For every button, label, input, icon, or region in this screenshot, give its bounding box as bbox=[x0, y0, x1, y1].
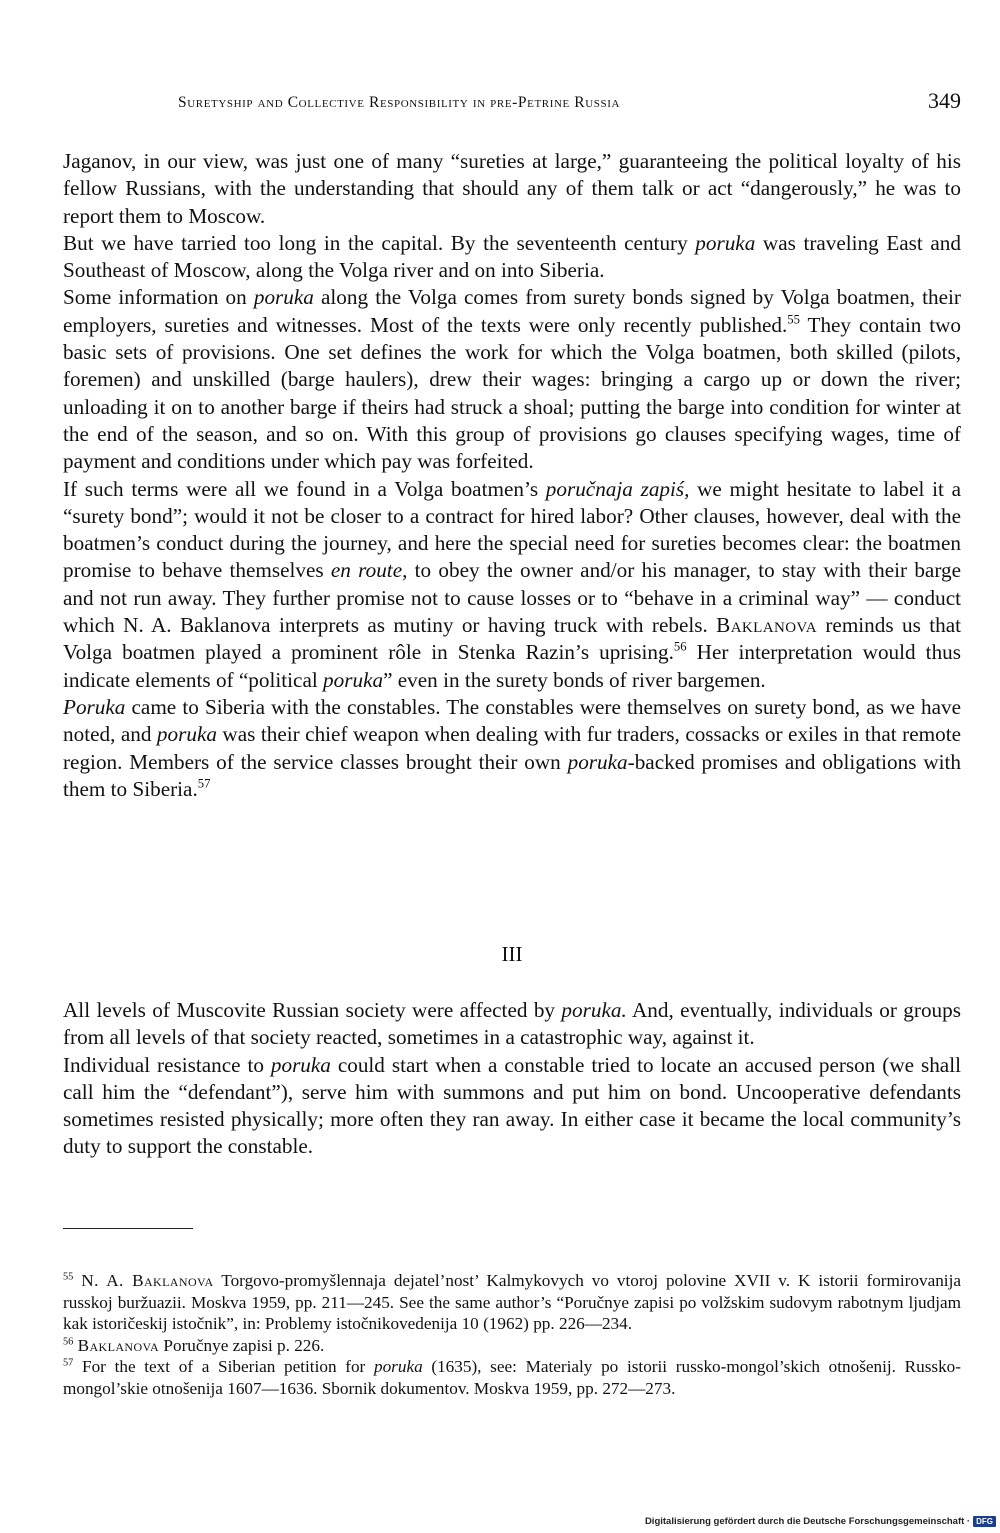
footnote-ref: 56 bbox=[673, 640, 687, 655]
footnote: $^{56}$ Baklanova Poručnye zapisi p. 226. bbox=[63, 1335, 325, 1355]
footnote-divider bbox=[63, 1228, 193, 1229]
footnote: $^{57}$ For the text of a Siberian petition for poruka (1635), see: Materialy po istorii russko-mongol’skich otnošenij. Russko-mongol’skie otnošenija 1607—1636. Sbornik dokumentov. Moskva 1959, pp. 272—273. bbox=[63, 1357, 961, 1398]
footnote: $^{55}$ N. A. Baklanova Torgovo-promyšlennaja dejatel’nost’ Kalmykovych vo vtoroj polovine XVII v. K istorii formirovanija russkoj buržuazii. Moskva 1959, pp. 211—245. See the same author’s “Poručnye zapisi po volžskim sudovym rabotnym ljudjam kak istoričeskij istočnik”, in: Problemy istočnikovedenija 10 (1962) pp. 226—234. bbox=[63, 1271, 961, 1333]
footnote-ref: 57 bbox=[197, 776, 211, 791]
digitization-note: Digitalisierung gefördert durch die Deutsche Forschungsgemeinschaft · DFG bbox=[645, 1516, 996, 1527]
paragraph: Some information on poruka along the Volga comes from surety bonds signed by Volga boatmen, their employers, sureties and witnesses. Most of the texts were only recently published.$^{55}$ They contain two basic sets of provisions. One set defines the work for which the Volga boatmen, both skilled (pilots, foremen) and unskilled (barge haulers), drew their wages: bringing a cargo up or down the river; unloading it on to another barge if theirs had struck a shoal; putting the barge into condition for winter at the end of the season, and so on. With this group of provisions go clauses specifying wages, time of payment and conditions under which pay was forfeited. bbox=[63, 285, 961, 474]
section-heading: III bbox=[501, 942, 523, 966]
book-page bbox=[63, 0, 961, 1533]
paragraph: All levels of Muscovite Russian society were affected by poruka. And, eventually, individuals or groups from all levels of that society reacted, sometimes in a catastrophic way, against it. bbox=[63, 998, 961, 1050]
dfg-logo-icon: DFG bbox=[973, 1516, 996, 1527]
page-number: 349 bbox=[928, 88, 961, 113]
main-text bbox=[63, 148, 961, 803]
main-text-section bbox=[63, 997, 961, 1161]
running-title: Suretyship and Collective Responsibility in pre-Petrine Russia bbox=[178, 94, 621, 111]
paragraph: Poruka came to Siberia with the constables. The constables were themselves on surety bond, as we have noted, and poruka was their chief weapon when dealing with fur traders, cossacks or exiles in that remote region. Members of the service classes brought their own poruka-backed promises and obligations with them to Siberia.$^{57}$ bbox=[63, 694, 961, 801]
footnotes bbox=[63, 1270, 961, 1399]
paragraph: If such terms were all we found in a Volga boatmen’s poručnaja zapiś, we might hesitate to label it a “surety bond”; would it not be closer to a contract for hired labor? Other clauses, however, deal with the boatmen’s conduct during the journey, and here the special need for sureties becomes clear: the boatmen promise to behave themselves en route, to obey the owner and/or his manager, to stay with their barge and not run away. They further promise not to cause losses or to “behave in a criminal way” — conduct which N. A. Baklanova interprets as mutiny or having truck with rebels. Baklanova reminds us that Volga boatmen played a prominent rôle in Stenka Razin’s uprising.$^{56}$ Her interpretation would thus indicate elements of “political poruka” even in the surety bonds of river bargemen. bbox=[63, 476, 962, 692]
paragraph: Individual resistance to poruka could start when a constable tried to locate an accused person (we shall call him the “defendant”), serve him with summons and put him on bond. Uncooperative defendants sometimes resisted physically; more often they ran away. In either case it became the local community’s duty to support the constable. bbox=[63, 1052, 961, 1159]
footnote-ref: 55 bbox=[787, 312, 800, 327]
running-head bbox=[63, 88, 961, 118]
paragraph: Jaganov, in our view, was just one of many “sureties at large,” guaranteeing the political loyalty of his fellow Russians, with the understanding that should any of them talk or act “dangerously,” he was to report them to Moscow. bbox=[63, 149, 961, 228]
paragraph: But we have tarried too long in the capital. By the seventeenth century poruka was traveling East and Southeast of Moscow, along the Volga river and on into Siberia. bbox=[63, 230, 961, 283]
